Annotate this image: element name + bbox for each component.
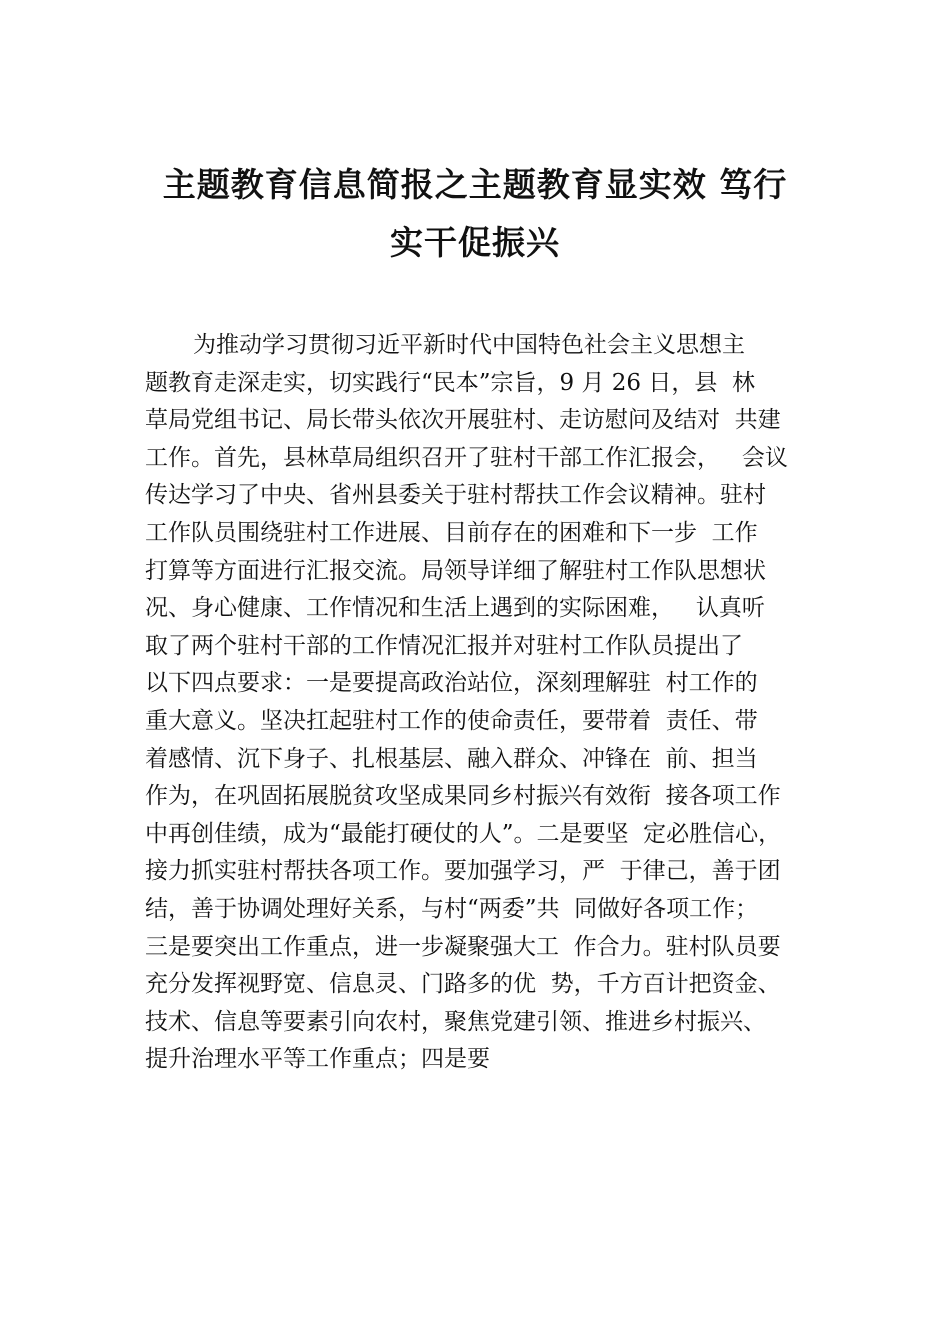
paragraph-line: 工作队员围绕驻村工作进展、目前存在的困难和下一步 工作 xyxy=(145,519,758,546)
title-line: 实干促振兴 xyxy=(390,223,560,262)
paragraph-line: 重大意义。坚决扛起驻村工作的使命责任，要带着 责任、带 xyxy=(145,707,758,734)
paragraph-line: 接力抓实驻村帮扶各项工作。要加强学习，严 于律己，善于团 xyxy=(145,858,781,885)
paragraph-line: 工作。首先，县林草局组织召开了驻村干部工作汇报会， 会议 xyxy=(145,444,788,471)
paragraph-line: 中再创佳绩，成为“最能打硬仗的人”。二是要坚 定必胜信心， xyxy=(145,820,782,847)
body-paragraph xyxy=(145,327,835,1079)
paragraph-line: 况、身心健康、工作情况和生活上遇到的实际困难， 认真听 xyxy=(145,595,765,622)
title-line: 主题教育信息简报之主题教育显实效 笃行 xyxy=(162,165,788,204)
paragraph-line: 为推动学习贯彻习近平新时代中国特色社会主义思想主 xyxy=(193,332,745,358)
paragraph-line: 以下四点要求：一是要提高政治站位，深刻理解驻 村工作的 xyxy=(145,670,758,697)
paragraph-line: 提升治理水平等工作重点；四是要 xyxy=(145,1046,490,1073)
paragraph-line: 传达学习了中央、省州县委关于驻村帮扶工作会议精神。驻村 xyxy=(145,482,766,509)
paragraph-line: 三是要突出工作重点，进一步凝聚强大工 作合力。驻村队员要 xyxy=(145,933,781,960)
paragraph-line: 打算等方面进行汇报交流。局领导详细了解驻村工作队思想状 xyxy=(145,557,766,584)
paragraph-line: 作为，在巩固拓展脱贫攻坚成果同乡村振兴有效衔 接各项工作 xyxy=(145,783,781,810)
paragraph-line: 题教育走深走实，切实践行“民本”宗旨，9 月 26 日，县 林 xyxy=(145,369,755,396)
document-title xyxy=(110,156,840,272)
paragraph-line: 技术、信息等要素引向农村，聚焦党建引领、推进乡村振兴、 xyxy=(145,1008,766,1035)
paragraph-line: 充分发挥视野宽、信息灵、门路多的优 势，千方百计把资金、 xyxy=(145,971,781,998)
paragraph-line: 取了两个驻村干部的工作情况汇报并对驻村工作队员提出了 xyxy=(145,632,743,659)
paragraph-line: 着感情、沉下身子、扎根基层、融入群众、冲锋在 前、担当 xyxy=(145,745,758,772)
paragraph-line: 草局党组书记、局长带头依次开展驻村、走访慰问及结对 共建 xyxy=(145,407,781,434)
paragraph-line: 结，善于协调处理好关系，与村“两委”共 同做好各项工作； xyxy=(145,895,759,922)
